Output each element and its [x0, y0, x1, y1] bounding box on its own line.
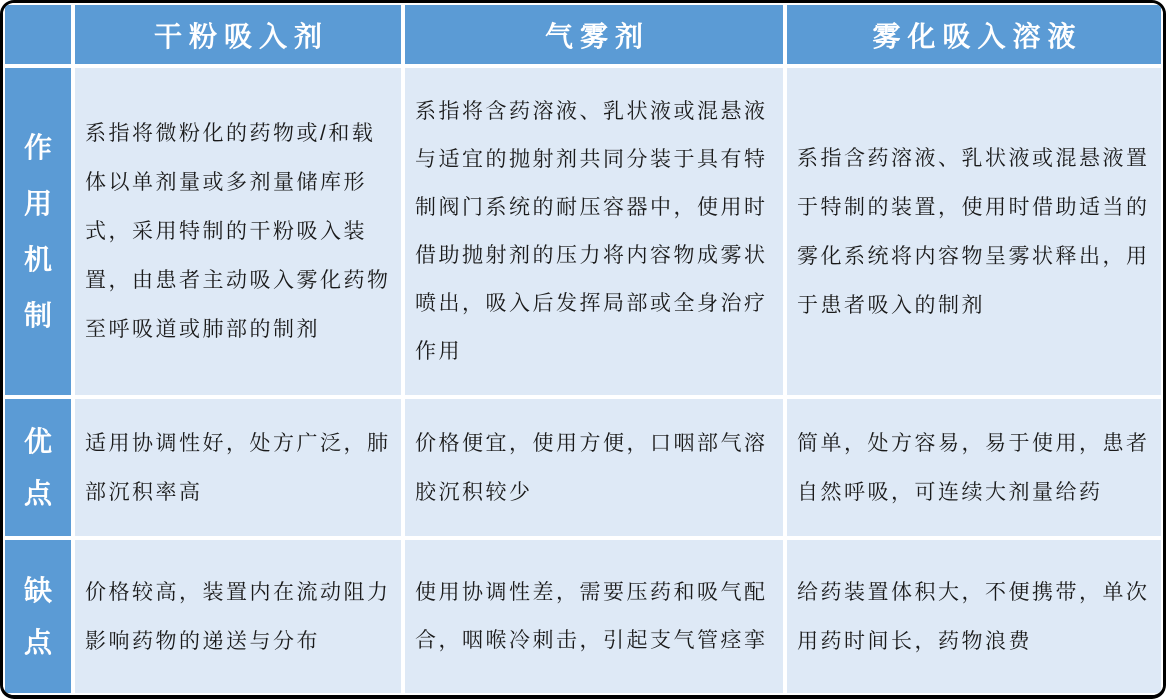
cell-disadvantages-aerosol — [405, 540, 783, 693]
cell-mechanism-dry-powder-inhaler — [75, 68, 401, 395]
row-label-disadvantages-text: 缺点 — [23, 574, 52, 658]
cell-text: 系指含药溶液、乳状液或混悬液置于特制的装置，使用时借助适当的雾化系统将内容物呈雾状释出，用于患者吸入的制剂 — [797, 146, 1150, 317]
cell-text: 系指将含药溶液、乳状液或混悬液与适宜的抛射剂共同分装于具有特制阀门系统的耐压容器中，使用时借助抛射剂的压力将内容物成雾状喷出，吸入后发挥局部或全身治疗作用 — [415, 99, 768, 363]
comparison-table — [3, 3, 1163, 695]
cell-text: 给药装置体积大，不便携带，单次用药时间长，药物浪费 — [797, 580, 1150, 653]
row-label-disadvantages — [5, 540, 71, 693]
cell-text: 系指将微粉化的药物或/和载体以单剂量或多剂量储库形式，采用特制的干粉吸入装置，由患者主动吸入雾化药物至呼吸道或肺部的制剂 — [85, 122, 391, 341]
cell-text: 使用协调性差，需要压药和吸气配合，咽喉冷刺击，引起支气管痉挛 — [415, 580, 768, 652]
column-header-dry-powder-inhaler: 干粉吸入剂 — [75, 5, 401, 64]
row-label-advantages-text: 优点 — [23, 425, 52, 509]
cell-mechanism-nebulizer-solution — [787, 68, 1161, 395]
cell-text: 简单，处方容易，易于使用，患者自然呼吸，可连续大剂量给药 — [797, 431, 1150, 504]
cell-disadvantages-nebulizer-solution — [787, 540, 1161, 693]
column-header-aerosol: 气雾剂 — [405, 5, 783, 64]
row-label-advantages — [5, 399, 71, 536]
cell-advantages-dry-powder-inhaler — [75, 399, 401, 536]
corner-cell — [5, 5, 71, 64]
row-label-mechanism-text: 作用机制 — [23, 131, 52, 331]
cell-text: 价格便宜，使用方便，口咽部气溶胶沉积较少 — [415, 431, 768, 504]
cell-mechanism-aerosol — [405, 68, 783, 395]
row-label-mechanism — [5, 68, 71, 395]
column-header-nebulizer-solution: 雾化吸入溶液 — [787, 5, 1161, 64]
cell-disadvantages-dry-powder-inhaler — [75, 540, 401, 693]
cell-advantages-nebulizer-solution — [787, 399, 1161, 536]
cell-advantages-aerosol — [405, 399, 783, 536]
cell-text: 价格较高，装置内在流动阻力影响药物的递送与分布 — [85, 580, 391, 653]
cell-text: 适用协调性好，处方广泛，肺部沉积率高 — [85, 431, 391, 504]
